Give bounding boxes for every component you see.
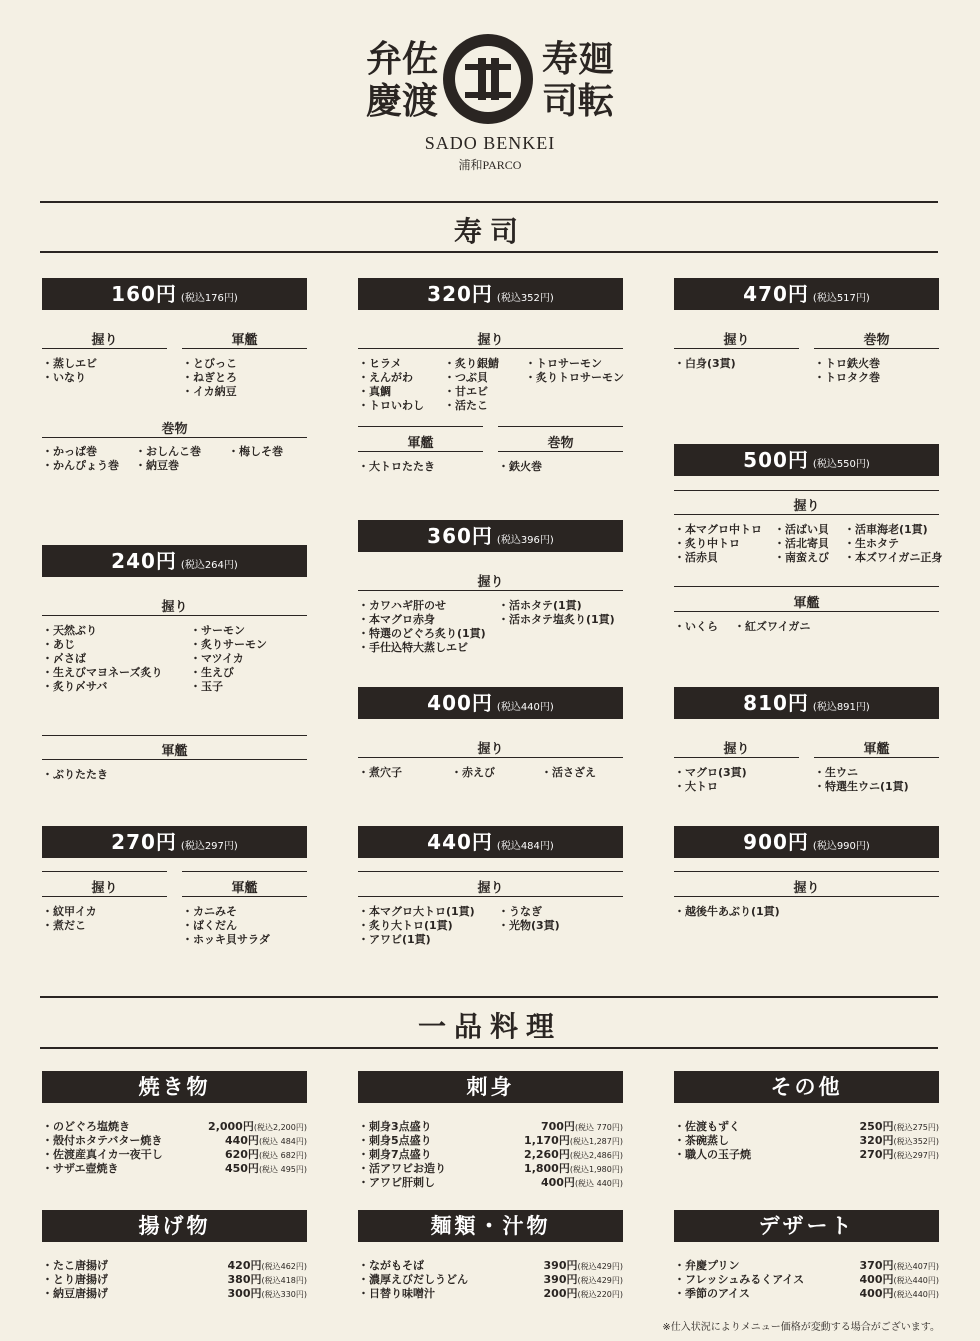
item-list: ・生ウニ ・特選生ウニ(1貫)	[814, 766, 909, 793]
subheading-gunkan: 軍艦	[863, 742, 890, 757]
logo-text-left-bottom: 慶渡	[366, 80, 439, 122]
price-header-360: 360円 (税込396円)	[358, 520, 623, 552]
item-list: ・かっぱ巻 ・かんぴょう巻	[42, 445, 119, 472]
item-list: ・煮穴子	[358, 766, 402, 779]
price-header-900: 900円 (税込990円)	[674, 826, 939, 858]
subheading-nigiri: 握り	[161, 600, 188, 615]
menu-row: ・刺身5点盛り 1,170円(税込1,287円)	[358, 1134, 623, 1147]
menu-row: ・のどぐろ塩焼き 2,000円(税込2,200円)	[42, 1120, 307, 1133]
subheading-makimono: 巻物	[547, 436, 574, 451]
price-notice: ※仕入状況によりメニュー価格が変動する場合がございます。	[662, 1322, 940, 1333]
menu-row: ・ながもそば 390円(税込429円)	[358, 1259, 623, 1272]
item-list: ・ヒラメ ・えんがわ ・真鯛 ・トロいわし	[358, 357, 424, 412]
item-list: ・トロ鉄火巻 ・トロタク巻	[814, 357, 880, 384]
item-list: ・いくら	[674, 620, 718, 633]
subheading-gunkan: 軍艦	[407, 436, 434, 451]
item-list: ・紅ズワイガニ	[734, 620, 811, 633]
menu-row: ・茶碗蒸し 320円(税込352円)	[674, 1134, 939, 1147]
brand-name: SADO BENKEI	[424, 133, 556, 153]
item-list: ・大トロたたき	[358, 460, 435, 473]
item-list: ・うなぎ ・光物(3貫)	[498, 905, 560, 932]
category-header-agemono: 揚げ物	[42, 1210, 307, 1242]
divider	[40, 201, 938, 203]
menu-row: ・とり唐揚げ 380円(税込418円)	[42, 1273, 307, 1286]
menu-row: ・弁慶プリン 370円(税込407円)	[674, 1259, 939, 1272]
price-header-270: 270円 (税込297円)	[42, 826, 307, 858]
price-header-470: 470円 (税込517円)	[674, 278, 939, 310]
item-list: ・サーモン ・炙りサーモン ・マツイカ ・生えび ・玉子	[190, 624, 267, 693]
price-header-240: 240円 (税込264円)	[42, 545, 307, 577]
menu-row: ・職人の玉子焼 270円(税込297円)	[674, 1148, 939, 1161]
item-list: ・活さざえ	[541, 766, 596, 779]
menu-row: ・殻付ホタテバター焼き 440円(税込 484円)	[42, 1134, 307, 1147]
menu-row: ・季節のアイス 400円(税込440円)	[674, 1287, 939, 1300]
subheading-gunkan: 軍艦	[793, 596, 820, 611]
logo-text-right-top: 寿廻	[542, 38, 615, 80]
price-header-160: 160円 (税込176円)	[42, 278, 307, 310]
menu-row: ・刺身3点盛り 700円(税込 770円)	[358, 1120, 623, 1133]
menu-row: ・たこ唐揚げ 420円(税込462円)	[42, 1259, 307, 1272]
section-title-ippin: 一品料理	[417, 1010, 562, 1043]
price-header-500: 500円 (税込550円)	[674, 444, 939, 476]
category-header-menrui: 麺類・汁物	[358, 1210, 623, 1242]
subheading-makimono: 巻物	[161, 422, 188, 437]
item-list: ・カワハギ肝のせ ・本マグロ赤身 ・特選のどぐろ炙り(1貫) ・手仕込特大蒸しエビ	[358, 599, 486, 654]
item-list: ・梅しそ巻	[228, 445, 283, 458]
price-list-yakimono	[42, 1120, 307, 1176]
subheading-nigiri: 握り	[477, 575, 504, 590]
item-list: ・鉄火巻	[498, 460, 542, 473]
price-header-400: 400円 (税込440円)	[358, 687, 623, 719]
subheading-gunkan: 軍艦	[231, 881, 258, 896]
menu-row: ・佐渡産真イカ一夜干し 620円(税込 682円)	[42, 1148, 307, 1161]
menu-row: ・フレッシュみるくアイス 400円(税込440円)	[674, 1273, 939, 1286]
price-list-menrui	[358, 1259, 623, 1301]
subheading-nigiri: 握り	[477, 333, 504, 348]
item-list: ・白身(3貫)	[674, 357, 736, 370]
item-list: ・活車海老(1貫) ・生ホタテ ・本ズワイガニ正身	[844, 523, 943, 564]
price-header-810: 810円 (税込891円)	[674, 687, 939, 719]
menu-row: ・アワビ肝刺し 400円(税込 440円)	[358, 1176, 623, 1189]
item-list: ・炙り銀鯖 ・つぶ貝 ・甘エビ ・活たこ	[444, 357, 499, 412]
divider	[40, 1047, 938, 1049]
subheading-makimono: 巻物	[863, 333, 890, 348]
menu-row: ・活アワビお造り 1,800円(税込1,980円)	[358, 1162, 623, 1175]
subheading-nigiri: 握り	[477, 742, 504, 757]
category-header-sashimi: 刺身	[358, 1071, 623, 1103]
item-list: ・蒸しエビ ・いなり	[42, 357, 97, 384]
section-title-sushi: 寿司	[453, 215, 526, 248]
subheading-nigiri: 握り	[723, 333, 750, 348]
divider	[40, 996, 938, 998]
divider	[40, 251, 938, 253]
subheading-gunkan: 軍艦	[161, 744, 188, 759]
subheading-nigiri: 握り	[91, 881, 118, 896]
menu-row: ・刺身7点盛り 2,260円(税込2,486円)	[358, 1148, 623, 1161]
logo-emblem-icon	[443, 34, 533, 124]
logo-text-right-bottom: 司転	[542, 80, 615, 122]
price-list-sashimi	[358, 1120, 623, 1190]
item-list: ・マグロ(3貫) ・大トロ	[674, 766, 747, 793]
subheading-nigiri: 握り	[91, 333, 118, 348]
subheading-gunkan: 軍艦	[231, 333, 258, 348]
item-list: ・とびっこ ・ねぎとろ ・イカ納豆	[182, 357, 237, 398]
item-list: ・紋甲イカ ・煮だこ	[42, 905, 97, 932]
item-list: ・本マグロ中トロ ・炙り中トロ ・活赤貝	[674, 523, 762, 564]
category-header-dessert: デザート	[674, 1210, 939, 1242]
category-header-sonota: その他	[674, 1071, 939, 1103]
category-header-yakimono: 焼き物	[42, 1071, 307, 1103]
item-list: ・赤えび	[451, 766, 495, 779]
item-list: ・天然ぶり ・あじ ・〆さば ・生えびマヨネーズ炙り ・炙り〆サバ	[42, 624, 163, 693]
price-list-sonota	[674, 1120, 939, 1162]
subheading-nigiri: 握り	[793, 881, 820, 896]
item-list: ・越後牛あぶり(1貫)	[674, 905, 780, 918]
item-list: ・活ホタテ(1貫) ・活ホタテ塩炙り(1貫)	[498, 599, 615, 626]
subheading-nigiri: 握り	[723, 742, 750, 757]
subheading-nigiri: 握り	[793, 499, 820, 514]
price-list-dessert	[674, 1259, 939, 1301]
logo-text-left-top: 弁佐	[366, 38, 439, 80]
menu-row: ・佐渡もずく 250円(税込275円)	[674, 1120, 939, 1133]
menu-row: ・濃厚えびだしうどん 390円(税込429円)	[358, 1273, 623, 1286]
menu-row: ・日替り味噌汁 200円(税込220円)	[358, 1287, 623, 1300]
subheading-nigiri: 握り	[477, 881, 504, 896]
item-list: ・おしんこ巻 ・納豆巻	[135, 445, 201, 472]
branch-name: 浦和PARCO	[458, 158, 522, 172]
item-list: ・トロサーモン ・炙りトロサーモン	[525, 357, 624, 384]
menu-row: ・納豆唐揚げ 300円(税込330円)	[42, 1287, 307, 1300]
item-list: ・カニみそ ・ばくだん ・ホッキ貝サラダ	[182, 905, 270, 946]
price-list-agemono	[42, 1259, 307, 1301]
item-list: ・ぶりたたき	[42, 768, 108, 781]
item-list: ・活ばい貝 ・活北寄貝 ・南蛮えび	[774, 523, 829, 564]
menu-row: ・サザエ壺焼き 450円(税込 495円)	[42, 1162, 307, 1175]
item-list: ・本マグロ大トロ(1貫) ・炙り大トロ(1貫) ・アワビ(1貫)	[358, 905, 475, 946]
price-header-320: 320円 (税込352円)	[358, 278, 623, 310]
price-header-440: 440円 (税込484円)	[358, 826, 623, 858]
